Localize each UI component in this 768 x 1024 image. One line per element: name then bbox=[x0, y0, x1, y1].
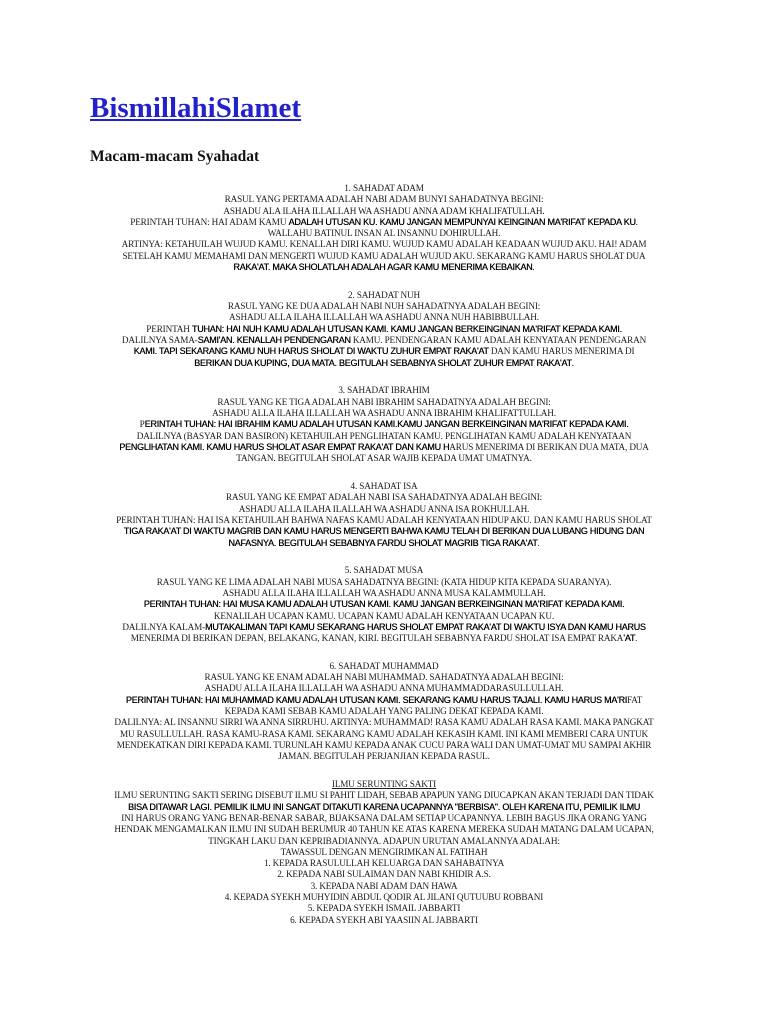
text-segment: ASHADU ALLA ILAHA ILLALLAH WA ASHADU ANNA MUHAMMADDARASULLULLAH. bbox=[204, 683, 564, 694]
text-segment: RASUL YANG KE EMPAT ADALAH NABI ISA SAHADATNYA ADALAH BEGINI: bbox=[225, 492, 543, 503]
section-title: 6. SAHADAT MUHAMMAD bbox=[329, 660, 439, 671]
text-line bbox=[92, 194, 676, 205]
text-segment: PERINTAH bbox=[146, 323, 192, 334]
emphasized-text: RAKA'AT. MAKA SHOLATLAH ADALAH AGAR KAMU MENERIMA KEBAIKAN bbox=[233, 262, 533, 273]
emphasized-text: PERINTAH TUHAN: HAI MUHAMMAD KAMU ADALAH UTUSAN KAMI. SEKARANG KAMU HARUS TAJALI. KAMU HARUS MA'RI bbox=[125, 694, 627, 705]
emphasized-text: PERINTAH TUHAN: HAI MUSA KAMU ADALAH UTUSAN KAMI. KAMU JANGAN BERKEINGINAN MA'RIFAT KEPADA KAMI. bbox=[143, 599, 625, 610]
section-title: 2. SAHADAT NUH bbox=[348, 289, 420, 300]
text-segment: . bbox=[635, 633, 638, 644]
text-segment: ASHADU ALA ILAHA ILLALLAH WA ASHADU ANNA ADAM KHALIFATULLAH. bbox=[223, 205, 545, 216]
text-segment: 4. KEPADA SYEKH MUHYIDIN ABDUL QODIR AL JILANI QUTUUBU ROBBANI bbox=[224, 892, 544, 903]
text-segment: DALILNYA (BASYAR DAN BASIRON) KETAHUILAH PENGLIHATAN KAMU. PENGLIHATAN KAMU ADALAH KENYATAAN bbox=[136, 430, 632, 441]
text-line bbox=[92, 228, 676, 239]
text-segment: ILMU SERUNTING SAKTI SERING DISEBUT ILMU SI PAHIT LIDAH, SEBAB APAPUN YANG DIUCAPKAN AKAN TERJADI DAN TIDAK bbox=[114, 790, 654, 801]
emphasized-text: 'AT bbox=[623, 633, 636, 644]
text-segment: FAT bbox=[626, 694, 643, 705]
text-segment: PERINTAH TUHAN: HAI ADAM KAMU bbox=[130, 216, 289, 227]
text-segment: ASHADU ALLA ILAHA ILLALLAH WA ASHADU ANNA NUH HABIBBULLAH. bbox=[229, 312, 539, 323]
text-line bbox=[92, 431, 676, 442]
text-segment: ASHADU ALLA ILAHA ILALLAH WA ASHADU ANNA ISA ROKHULLAH. bbox=[238, 503, 530, 514]
text-segment: ASHADU ALLA ILAHA ILLALLAH WA ASHADU ANNA IBRAHIM KHALIFATTULLAH. bbox=[212, 408, 556, 419]
text-segment: TINGKAH LAKU DAN KEPRIBADIANNYA. ADAPUN URUTAN AMALANNYA ADALAH: bbox=[208, 835, 560, 846]
text-segment: INI HARUS ORANG YANG BENAR-BENAR SABAR, BIJAKSANA DALAM SETIAP UCAPANNYA. LEBIH BAGUS JIKA ORANG YANG bbox=[121, 812, 647, 823]
text-segment: MU RASULLULLAH. RASA KAMU-RASA KAMI. SEKARANG KAMU ADALAH KEKASIH KAMI. INI KAMI MEMBERI CARA UNTUK bbox=[120, 728, 648, 739]
text-line bbox=[92, 802, 676, 813]
text-segment: RASUL YANG KE TIGA ADALAH NABI IBRAHIM SAHADATNYA ADALAH BEGINI: bbox=[217, 396, 551, 407]
text-line bbox=[92, 217, 676, 228]
text-segment: ARUS MENERIMA DI BERIKAN DUA MATA, DUA bbox=[449, 441, 649, 452]
text-segment: DAN KAMU HARUS MENERIMA DI bbox=[488, 346, 635, 357]
text-segment: DALILNYA: AL INSANNU SIRRI WA ANNA SIRRUHU. ARTINYA: MUHAMMAD! RASA KAMU ADALAH RASA KAMI. MAKA PANGKAT bbox=[114, 717, 654, 728]
text-segment: 1. KEPADA RASULULLAH KELUARGA DAN SAHABATNYA bbox=[263, 858, 505, 869]
text-line bbox=[92, 312, 676, 323]
text-line bbox=[92, 515, 676, 526]
text-segment: RASUL YANG KE ENAM ADALAH NABI MUHAMMAD. SAHADATNYA ADALAH BEGINI: bbox=[204, 672, 564, 683]
emphasized-text: TIGA RAKA'AT DI WAKTU MAGRIB DAN KAMU HARUS MENGERTI BAHWA KAMU TELAH DI BERIKAN DUA LUBANG HIDUNG DAN bbox=[123, 526, 645, 537]
text-line bbox=[92, 622, 676, 633]
text-line bbox=[92, 729, 676, 740]
emphasized-text: PENGLIHATAN KAMI. KAMU HARUS SHOLAT ASAR EMPAT RAKA'AT DAN KAMU H bbox=[119, 441, 450, 452]
emphasized-text: ADALAH UTUSAN KU. KAMU JANGAN MEMPUNYAI KEINGINAN MA'RIFAT KEPADA KU bbox=[288, 216, 636, 227]
text-line bbox=[92, 683, 676, 694]
text-segment: . bbox=[537, 537, 540, 548]
text-line bbox=[92, 301, 676, 312]
post-title: Macam-macam Syahadat bbox=[90, 148, 260, 165]
text-line bbox=[92, 881, 676, 892]
section-title: 3. SAHADAT IBRAHIM bbox=[338, 385, 430, 396]
text-segment: PERINTAH TUHAN: HAI ISA KETAHUILAH BAHWA NAFAS KAMU ADALAH KENYATAAN HIDUP AKU. DAN KAMU HARUS SHOLAT bbox=[116, 514, 652, 525]
text-segment: ARTINYA: KETAHUILAH WUJUD KAMU. KENALLAH DIRI KAMU. WUJUD KAMU ADALAH KEADAAN WUJUD AKU. HAI! ADAM bbox=[121, 239, 647, 250]
text-segment: 3. KEPADA NABI ADAM DAN HAWA bbox=[310, 880, 458, 891]
text-line bbox=[92, 453, 676, 464]
text-line bbox=[92, 892, 676, 903]
text-line bbox=[92, 717, 676, 728]
text-line bbox=[92, 538, 676, 549]
syahadat-section bbox=[92, 565, 676, 644]
text-segment: HENDAK MENGAMALKAN ILMU INI SUDAH BERUMUR 40 TAHUN KE ATAS KARENA MEREKA SUDAH MATANG DALAM UCAPAN, bbox=[114, 824, 654, 835]
text-segment: TAWASSUL DENGAN MENGIRIMKAN AL FATIHAH bbox=[280, 846, 488, 857]
text-segment: RASUL YANG KE LIMA ADALAH NABI MUSA SAHADATNYA BEGINI: (KATA HIDUP KITA KEPADA SUARANYA). bbox=[156, 576, 612, 587]
emphasized-text: SAMI'AN. KENALLAH PENDENGARAN bbox=[197, 335, 351, 346]
text-segment: P bbox=[139, 419, 145, 430]
text-line bbox=[92, 346, 676, 357]
text-line bbox=[92, 633, 676, 644]
syahadat-section bbox=[92, 290, 676, 369]
emphasized-text: BISA DITAWAR LAGI. PEMILIK ILMU INI SANGAT DITAKUTI KARENA UCAPANNYA "BERBISA". OLEH KARENA ITU, PEMILIK ILMU bbox=[127, 801, 641, 812]
text-segment: . bbox=[635, 216, 638, 227]
ilmu-title: ILMU SERUNTING SAKTI bbox=[331, 779, 437, 790]
ilmu-section bbox=[92, 779, 676, 926]
text-line bbox=[92, 492, 676, 503]
text-segment: DALILNYA KALAM- bbox=[122, 621, 206, 632]
text-line bbox=[92, 706, 676, 717]
section-title: 1. SAHADAT ADAM bbox=[344, 183, 424, 193]
text-line bbox=[92, 324, 676, 335]
text-line bbox=[92, 419, 676, 430]
text-line bbox=[92, 836, 676, 847]
emphasized-text: MUTAKALIMAN TAPI KAMU SEKARANG HARUS SHOLAT EMPAT RAKA'AT DI WAKTU ISYA DAN KAMU HARUS bbox=[205, 621, 646, 632]
text-line bbox=[92, 262, 676, 273]
text-segment: KEPADA KAMI SEBAB KAMU ADALAH YANG PALING DEKAT KEPADA KAMI. bbox=[224, 706, 544, 717]
text-line bbox=[92, 740, 676, 751]
syahadat-section bbox=[92, 481, 676, 549]
text-segment: TANGAN. BEGITULAH SHOLAT ASAR WAJIB KEPADA UMAT UMATNYA. bbox=[236, 453, 532, 464]
text-line bbox=[92, 695, 676, 706]
text-segment: KENALILAH UCAPAN KAMU. UCAPAN KAMU ADALAH KENYATAAN UCAPAN KU. bbox=[213, 610, 555, 621]
text-segment: DALILNYA SAMA- bbox=[121, 335, 198, 346]
text-line bbox=[92, 408, 676, 419]
text-segment: . bbox=[571, 357, 574, 368]
text-line bbox=[92, 751, 676, 762]
text-line bbox=[92, 206, 676, 217]
site-title-link[interactable]: BismillahiSlamet bbox=[90, 92, 302, 124]
text-line bbox=[92, 790, 676, 801]
text-line bbox=[92, 588, 676, 599]
text-line bbox=[92, 869, 676, 880]
text-segment: 2. KEPADA NABI SULAIMAN DAN NABI KHIDIR A.S. bbox=[277, 869, 491, 880]
syahadat-section bbox=[92, 385, 676, 464]
text-segment: MENDEKATKAN DIRI KEPADA KAMI. TURUNLAH KAMU KEPADA ANAK CUCU PARA WALI DAN UMAT-UMAT MU SAMPAI AKHIR bbox=[116, 739, 652, 750]
section-title: 4. SAHADAT ISA bbox=[350, 481, 418, 492]
text-segment: ASHADU ALLA ILAHA ILLALLAH WA ASHADU ANNA MUSA KALAMMULLAH. bbox=[222, 587, 546, 598]
emphasized-text: NAFASNYA. BEGITULAH SEBABNYA FARDU SHOLAT MAGRIB TIGA RAKA'AT bbox=[228, 537, 538, 548]
text-line bbox=[92, 526, 676, 537]
text-segment: SETELAH KAMU MEMAHAMI DAN MENGERTI WUJUD KAMU ADALAH WUJUD AKU. SEKARANG KAMU HARUS SHOLAT DUA bbox=[122, 250, 646, 261]
text-line bbox=[92, 611, 676, 622]
text-line bbox=[92, 903, 676, 914]
text-line bbox=[92, 397, 676, 408]
text-segment: WALLAHU BATINUL INSAN AL INSANNU DOHIRULLAH. bbox=[267, 228, 501, 239]
text-line bbox=[92, 915, 676, 926]
syahadat-section bbox=[92, 183, 676, 273]
syahadat-section bbox=[92, 661, 676, 763]
text-line bbox=[92, 813, 676, 824]
text-line bbox=[92, 504, 676, 515]
text-line bbox=[92, 239, 676, 250]
article-body bbox=[92, 183, 676, 942]
text-segment: KAMU. PENDENGARAN KAMU ADALAH KENYATAAN PENDENGARAN bbox=[350, 335, 647, 346]
emphasized-text: KAMI. TAPI SEKARANG KAMU NUH HARUS SHOLAT DI WAKTU ZUHUR EMPAT RAKA'AT bbox=[133, 346, 489, 357]
text-line bbox=[92, 442, 676, 453]
text-line bbox=[92, 672, 676, 683]
emphasized-text: ERINTAH TUHAN: HAI IBRAHIM KAMU ADALAH UTUSAN KAMI.KAMU JANGAN BERKEINGINAN MA'RIFAT KEPADA KAMI. bbox=[144, 419, 629, 430]
text-segment: 6. KEPADA SYEKH ABI YAASIIN AL JABBARTI bbox=[290, 914, 478, 925]
text-segment: 5. KEPADA SYEKH ISMAIL JABBARTI bbox=[307, 903, 461, 914]
text-line bbox=[92, 251, 676, 262]
text-segment: MENERIMA DI BERIKAN DEPAN, BELAKANG, KANAN, KIRI. BEGITULAH SEBABNYA FARDU SHOLAT ISA EMPAT RAKA bbox=[130, 633, 624, 644]
text-line bbox=[92, 599, 676, 610]
text-line bbox=[92, 847, 676, 858]
text-line bbox=[92, 335, 676, 346]
text-segment: RASUL YANG PERTAMA ADALAH NABI ADAM BUNYI SAHADATNYA BEGINI: bbox=[224, 194, 544, 205]
emphasized-text: TUHAN: HAI NUH KAMU ADALAH UTUSAN KAMI. KAMU JANGAN BERKEINGINAN MA'RIFAT KEPADA KAMI. bbox=[191, 323, 622, 334]
text-line bbox=[92, 358, 676, 369]
text-line bbox=[92, 824, 676, 835]
text-line bbox=[92, 577, 676, 588]
section-title: 5. SAHADAT MUSA bbox=[344, 565, 424, 576]
text-segment: RASUL YANG KE DUA ADALAH NABI NUH SAHADATNYA ADALAH BEGINI: bbox=[227, 301, 541, 312]
text-line bbox=[92, 858, 676, 869]
text-segment: JAMAN. BEGITULAH PERJANJIAN KEPADA RASUL. bbox=[278, 751, 490, 762]
emphasized-text: BERIKAN DUA KUPING, DUA MATA. BEGITULAH SEBABNYA SHOLAT ZUHUR EMPAT RAKA'AT bbox=[194, 357, 572, 368]
text-segment: . bbox=[532, 262, 535, 273]
